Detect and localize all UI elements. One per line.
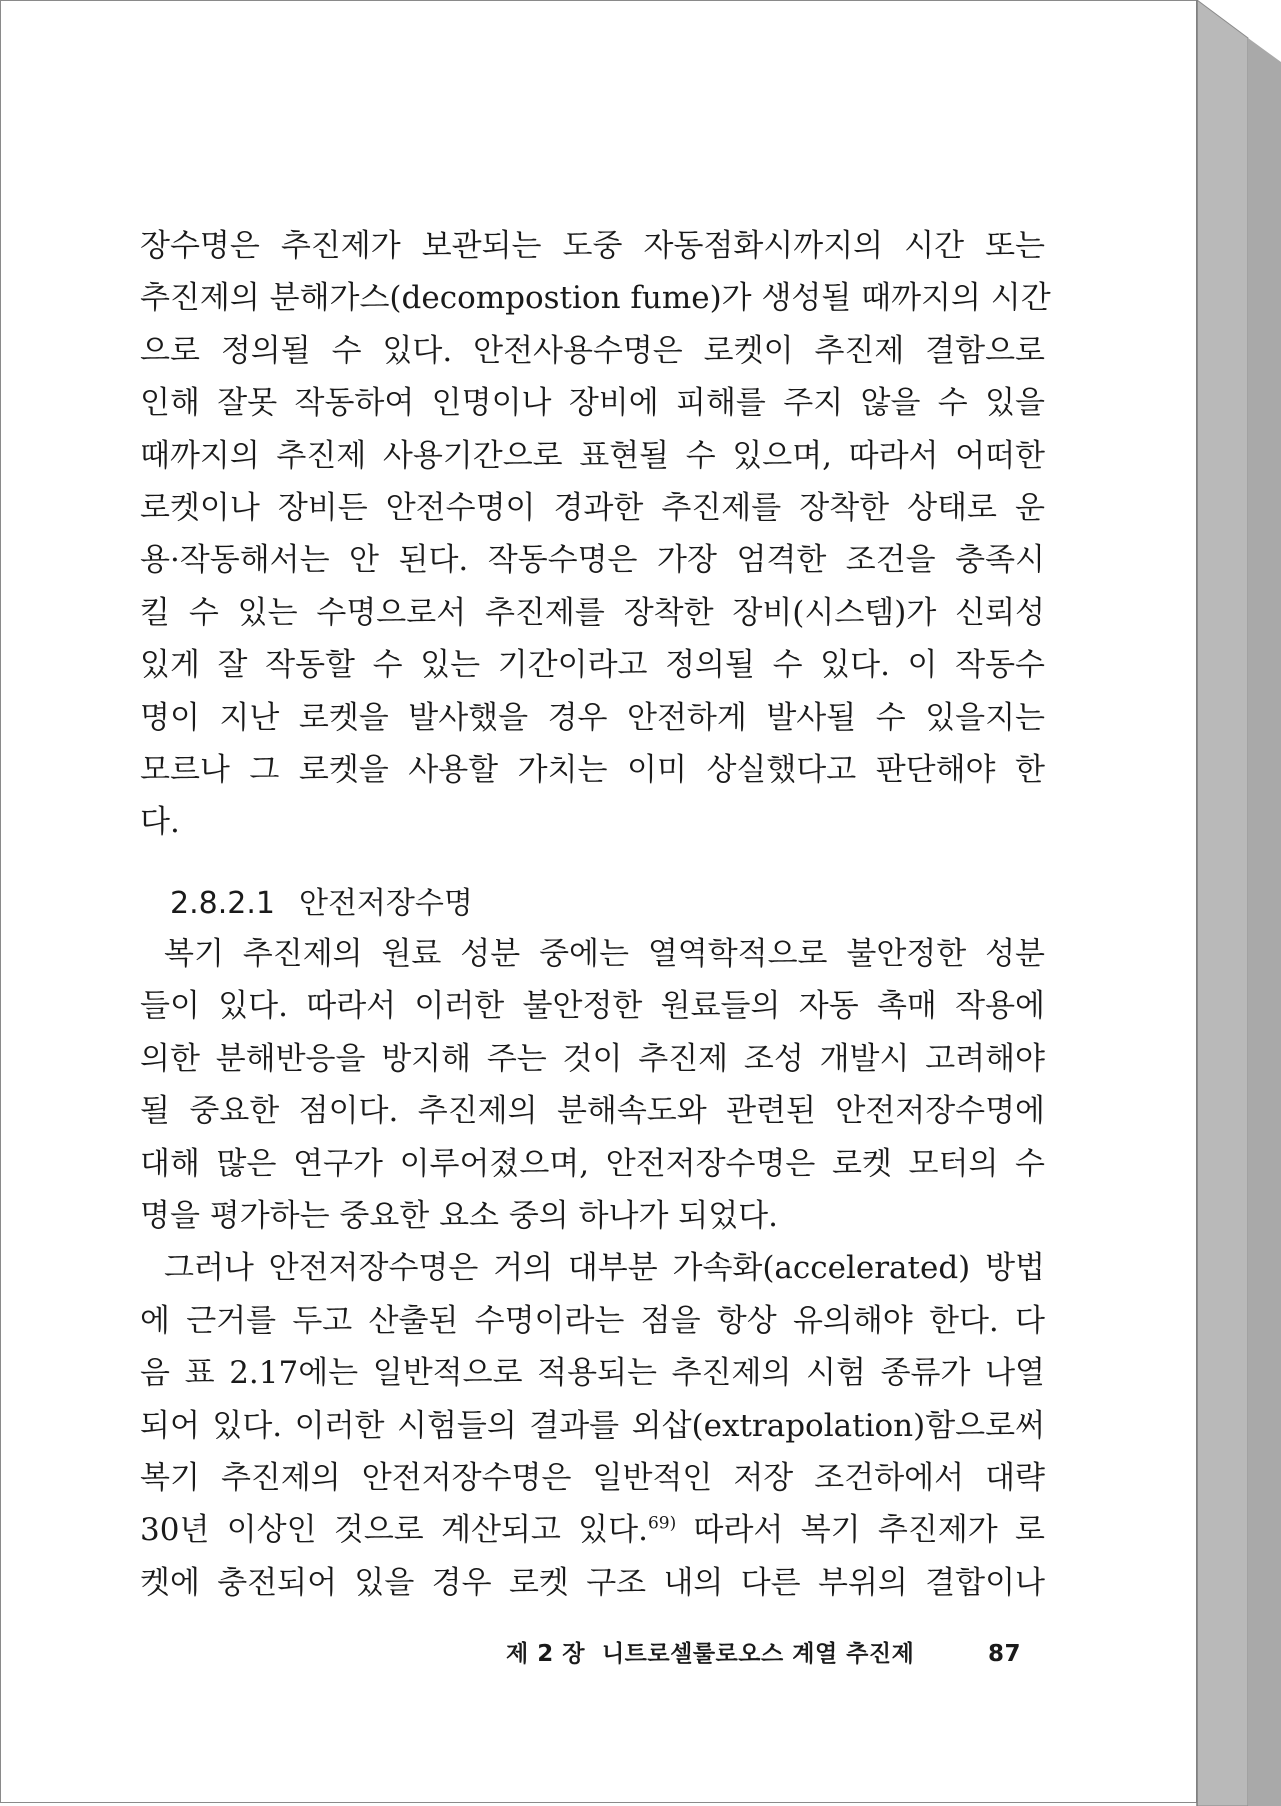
- text-line: 들이 있다. 따라서 이러한 불안정한 원료들의 자동 촉매 작용에: [140, 988, 1045, 1025]
- text-line: 추진제의 분해가스(decompostion fume)가 생성될 때까지의 시간: [140, 280, 1051, 317]
- page-number: 87: [987, 1641, 1021, 1667]
- text-line: 으로 정의될 수 있다. 안전사용수명은 로켓이 추진제 결함으로: [140, 332, 1045, 369]
- text-segment: 30년 이상인 것으로 계산되고 있다.: [140, 1512, 648, 1549]
- text-segment: 따라서 복기 추진제가 로: [676, 1512, 1045, 1549]
- text-line-with-reference: [140, 1504, 1045, 1556]
- text-line: 의한 분해반응을 방지해 주는 것이 추진제 조성 개발시 고려해야: [140, 1040, 1045, 1077]
- text-line: 될 중요한 점이다. 추진제의 분해속도와 관련된 안전저장수명에: [140, 1093, 1045, 1130]
- text-line: 모르나 그 로켓을 사용할 가치는 이미 상실했다고 판단해야 한: [140, 751, 1045, 788]
- intro-paragraph: [140, 220, 1051, 849]
- text-line: 때까지의 추진제 사용기간으로 표현될 수 있으며, 따라서 어떠한: [140, 437, 1045, 474]
- text-line: 용·작동해서는 안 된다. 작동수명은 가장 엄격한 조건을 충족시: [140, 542, 1045, 579]
- section-paragraphs: [140, 928, 1045, 1609]
- text-line: 있게 잘 작동할 수 있는 기간이라고 정의될 수 있다. 이 작동수: [140, 647, 1045, 684]
- text-line: 되어 있다. 이러한 시험들의 결과를 외삽(extrapolation)함으로써: [140, 1407, 1045, 1444]
- text-line: 대해 많은 연구가 이루어졌으며, 안전저장수명은 로켓 모터의 수: [140, 1145, 1045, 1182]
- text-line: 킬 수 있는 수명으로서 추진제를 장착한 장비(시스템)가 신뢰성: [140, 594, 1045, 631]
- section-title: 안전저장수명: [298, 886, 473, 921]
- text-line: 로켓이나 장비든 안전수명이 경과한 추진제를 장착한 상태로 운: [140, 489, 1045, 526]
- running-footer: [506, 1639, 1021, 1669]
- text-line: 음 표 2.17에는 일반적으로 적용되는 추진제의 시험 종류가 나열: [140, 1355, 1045, 1392]
- section-number: 2.8.2.1: [170, 886, 275, 921]
- section-heading: [170, 884, 473, 924]
- text-line: 그러나 안전저장수명은 거의 대부분 가속화(accelerated) 방법: [164, 1250, 1045, 1287]
- text-line: 명이 지난 로켓을 발사했을 경우 안전하게 발사될 수 있을지는: [140, 699, 1045, 736]
- text-line: 복기 추진제의 원료 성분 중에는 열역학적으로 불안정한 성분: [164, 936, 1045, 972]
- text-line: 장수명은 추진제가 보관되는 도중 자동점화시까지의 시간 또는: [140, 228, 1045, 264]
- text-line: 명을 평가하는 중요한 요소 중의 하나가 되었다.: [140, 1197, 778, 1234]
- text-line: 다.: [140, 804, 180, 841]
- text-line: 인해 잘못 작동하여 인명이나 장비에 피해를 주지 않을 수 있을: [140, 385, 1045, 422]
- chapter-title: 제 2 장 니트로셀룰로오스 계열 추진제: [506, 1641, 915, 1667]
- text-line: 켓에 충전되어 있을 경우 로켓 구조 내의 다른 부위의 결합이나: [140, 1564, 1045, 1601]
- text-line: 에 근거를 두고 산출된 수명이라는 점을 항상 유의해야 한다. 다: [140, 1302, 1045, 1339]
- text-line: 복기 추진제의 안전저장수명은 일반적인 저장 조건하에서 대략: [140, 1459, 1045, 1496]
- footnote-reference: 69): [647, 1513, 677, 1534]
